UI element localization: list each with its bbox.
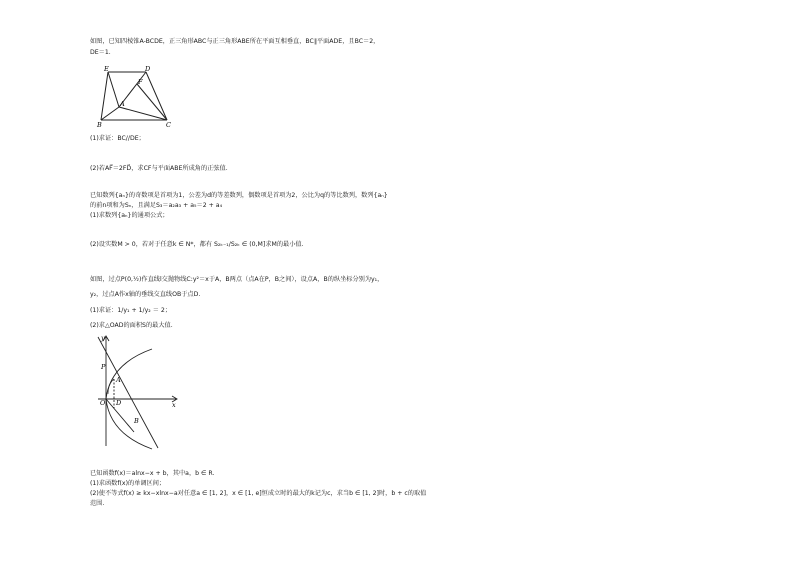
edge-DC	[146, 72, 167, 120]
problem4-question1: (1)求函数f(x)的单调区间；	[90, 480, 166, 487]
label-x: x	[172, 401, 176, 409]
label-C: C	[166, 121, 171, 128]
edge-EA	[108, 72, 119, 107]
label-D: D	[116, 399, 122, 407]
problem1-question1: (1)求证：BC//DE；	[90, 135, 145, 142]
pyramid-figure	[95, 62, 185, 128]
problem4-question2-line2: 范围.	[90, 500, 105, 507]
label-F: F	[138, 78, 143, 86]
label-O: O	[100, 399, 106, 407]
problem3-question1: (1)求证：1/y₁ + 1/y₂ ＝ 2；	[90, 307, 172, 314]
problem3-stem-line1: 如图，过点P(0,½)作直线l交抛物线C:y²＝x于A，B两点（点A在P，B之间），设点A，B的纵坐标分别为y₁，	[90, 276, 384, 283]
problem3-question2: (2)求△OAD的面积S的最大值.	[90, 322, 173, 329]
parabola-figure	[90, 332, 185, 454]
label-B: B	[134, 417, 139, 425]
problem1-stem-line1: 如图，已知四棱锥A-BCDE，正三角形ABC与正三角形ABE所在平面互相垂直，BC∥平面ADE，且BC＝2，	[90, 38, 380, 45]
problem2-stem-line2: 的前n项和为Sₙ，且满足S₃＝a₂a₃ + a₅＝2 + a₄	[90, 202, 223, 209]
label-A: A	[116, 376, 121, 384]
label-A: A	[120, 100, 125, 108]
label-B: B	[97, 121, 102, 128]
edge-CA	[119, 107, 167, 120]
edge-BA	[101, 107, 119, 120]
problem4-question2-line1: (2)使不等式f(x) ≥ kx−xlnx−a对任意a ∈ [1, 2]，x ∈ [1, e]恒成立时的最大的k记为c，求当b ∈ [1, 2]时，b + c的取值	[90, 490, 427, 497]
label-D: D	[145, 65, 151, 73]
problem1-stem-line2: DE＝1.	[90, 49, 111, 56]
problem3-stem-line2: y₂，过点A作x轴的垂线交直线OB于点D.	[90, 291, 201, 298]
segment-CF	[137, 84, 167, 120]
label-y: y	[101, 334, 105, 342]
problem2-question2: (2)设实数M > 0，若对于任意k ∈ N*，都有 S₂ₖ₋₁/S₂ₖ ∈ (0,M]求M的最小值.	[90, 241, 304, 248]
problem4-stem: 已知函数f(x)＝alnx−x + b，其中a，b ∈ R.	[90, 470, 215, 477]
label-P: P	[101, 363, 106, 371]
edge-EB	[101, 72, 108, 120]
problem1-question2: (2)若AF⃗＝2FD⃗，求CF与平面ABE所成角的正弦值.	[90, 165, 228, 172]
problem2-stem-line1: 已知数列{aₙ}的奇数项是首项为1，公差为d的等差数列，偶数项是首项为2，公比为q的等比数列，数列{aₙ}	[90, 192, 388, 199]
label-E: E	[104, 65, 109, 73]
problem2-question1: (1)求数列{aₙ}的通项公式；	[90, 212, 169, 219]
